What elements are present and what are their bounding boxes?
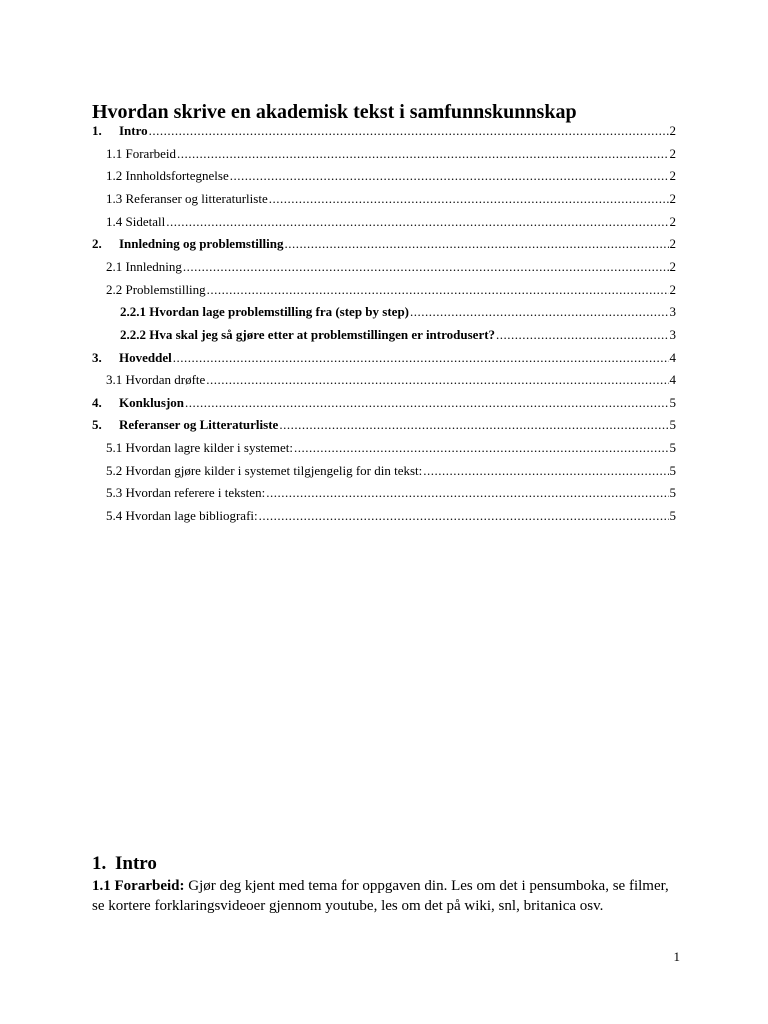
toc-leader-dots [410,303,668,321]
toc-leader-dots [149,122,669,140]
toc-entry[interactable] [106,484,676,502]
toc-leader-dots [183,258,669,276]
toc-entry-page: 5 [669,462,676,478]
toc-entry-title: 2.2.2 Hva skal jeg så gjøre etter at problemstillingen er introdusert? [120,326,496,342]
toc-entry-page: 2 [669,123,676,138]
toc-entry-title: 1.3 Referanser og litteraturliste [106,190,268,206]
toc-leader-dots [206,371,668,389]
toc-leader-dots [166,213,668,231]
toc-leader-dots [294,439,668,457]
toc-entry-title: 1.1 Forarbeid [106,145,177,161]
toc-entry[interactable] [106,281,676,299]
toc-entry-title: Innledning og problemstilling [119,236,284,252]
toc-entry[interactable] [106,145,676,163]
toc-entry-number: 3. [92,349,102,365]
toc-entry-title: 5.2 Hvordan gjøre kilder i systemet tilgjengelig for din tekst: [106,462,423,478]
toc-entry-page: 2 [669,168,676,184]
toc-entry[interactable] [106,439,676,457]
section-heading [92,852,157,876]
toc-entry-page: 4 [669,349,676,365]
toc-entry[interactable] [106,462,676,480]
toc-entry-title: Konklusjon [119,394,185,410]
toc-leader-dots [207,281,669,299]
toc-entry-page: 5 [669,440,676,456]
toc-entry-number: 1. [92,123,102,138]
toc-entry-title: 5.4 Hvordan lage bibliografi: [106,508,258,524]
toc-entry-title: 2.1 Innledning [106,258,182,274]
toc-entry-page: 5 [669,417,676,433]
toc-leader-dots [173,349,669,367]
toc-leader-dots [269,190,669,208]
toc-entry-title: Referanser og Litteraturliste [119,417,279,433]
toc-entry-title: Hoveddel [119,349,172,365]
toc-entry-page: 2 [669,281,676,297]
toc-entry-number: 2. [92,236,102,252]
toc-entry-page: 3 [669,326,676,342]
section-number: 1. [92,853,107,874]
toc-entry-page: 2 [669,145,676,161]
toc-entry-number: 4. [92,394,102,410]
toc-entry-page: 2 [669,213,676,229]
toc-entry[interactable] [106,507,676,525]
toc-leader-dots [284,235,668,253]
toc-entry-page: 2 [669,258,676,274]
toc-entry[interactable] [92,394,676,412]
paragraph-text: Gjør deg kjent med tema for oppgaven din. Les om det i pensumboka, se filmer, se kortere forklaringsvideoer gjennom youtube, les om det på wiki, snl, britanica osv. [92,878,669,914]
toc-leader-dots [423,462,668,480]
toc-entry-number: 5. [92,417,102,433]
document-title: Hvordan skrive en akademisk tekst i samfunnskunnskap [92,101,577,123]
toc-entry-title: 5.3 Hvordan referere i teksten: [106,485,266,501]
toc-entry-title: 2.2 Problemstilling [106,281,206,297]
toc-leader-dots [230,167,669,185]
toc-leader-dots [266,484,668,502]
toc-entry[interactable] [106,190,676,208]
toc-entry-page: 2 [669,236,676,252]
toc-entry-title: 1.2 Innholdsfortegnelse [106,168,229,184]
toc-entry-page: 5 [669,485,676,501]
toc-leader-dots [279,416,668,434]
toc-entry[interactable] [106,167,676,185]
toc-entry-page: 5 [669,394,676,410]
toc-entry-title: 5.1 Hvordan lagre kilder i systemet: [106,440,294,456]
toc-entry[interactable] [92,122,676,140]
toc-entry-title: 3.1 Hvordan drøfte [106,372,206,388]
toc-entry-title: 2.2.1 Hvordan lage problemstilling fra (step by step) [120,304,410,320]
toc-entry-page: 2 [669,190,676,206]
toc-entry[interactable] [92,416,676,434]
toc-entry[interactable] [92,235,676,253]
toc-entry[interactable] [120,303,676,321]
paragraph-lead: 1.1 Forarbeid: [92,878,185,894]
toc-entry-title: Intro [119,123,148,138]
page-number: 1 [673,949,680,964]
toc-entry-page: 5 [669,508,676,524]
toc-entry[interactable] [106,213,676,231]
section-heading-text: Intro [115,853,157,874]
toc-leader-dots [185,394,668,412]
toc-leader-dots [496,326,668,344]
toc-entry-page: 4 [669,372,676,388]
toc-entry[interactable] [92,349,676,367]
toc-entry[interactable] [106,258,676,276]
toc-entry-title: 1.4 Sidetall [106,213,166,229]
toc-entry-page: 3 [669,304,676,320]
body-paragraph [92,876,682,916]
toc-leader-dots [177,145,668,163]
toc-entry[interactable] [120,326,676,344]
toc-entry[interactable] [106,371,676,389]
toc-leader-dots [259,507,669,525]
